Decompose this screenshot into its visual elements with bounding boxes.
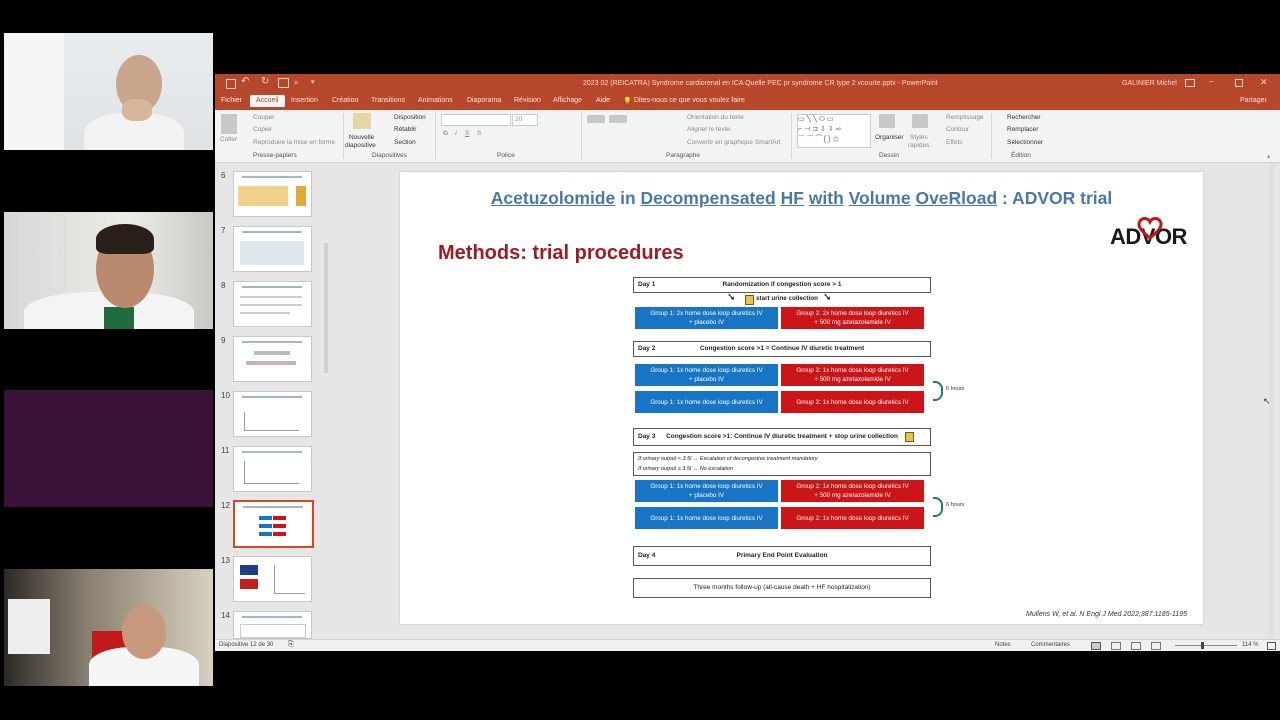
share-button[interactable]: Partager [1240, 97, 1267, 104]
urine-rule-1: If urinary output < 3.5l → Escalation of decongestive treatment mandatory [638, 456, 818, 462]
section-button[interactable]: Section [394, 139, 416, 146]
underline-icon[interactable]: S [465, 130, 470, 137]
tab-fichier[interactable]: Fichier [221, 97, 243, 104]
maximize-icon[interactable] [1235, 79, 1243, 87]
tab-affichage[interactable]: Affichage [553, 97, 583, 104]
ribbon-display-icon[interactable] [1185, 79, 1195, 87]
group2-box: Group 2: 1x home dose loop diuretics IV [781, 391, 924, 413]
group2-box: Group 2: 2x home dose loop diuretics IV + 500 mg azetazolamide IV [781, 307, 924, 329]
tell-me-box[interactable]: Dites-nous ce que vous voulez faire [634, 97, 745, 104]
followup-box: Three months follow-up (all-cause death + HF hospitalization) [633, 578, 931, 598]
shadow-icon[interactable]: S [477, 130, 482, 137]
urine-rule-2: If urinary output ≥ 3.5l → No escalation [638, 466, 734, 472]
save-icon[interactable] [226, 79, 236, 89]
thumb-number: 10 [221, 391, 230, 400]
slide-thumbnail[interactable] [233, 171, 312, 217]
slideshow-view-icon[interactable] [1151, 642, 1161, 650]
group-font-label: Police [497, 152, 515, 159]
shape-effects-button[interactable]: Effets [946, 139, 963, 146]
slide-thumbnail[interactable] [233, 391, 312, 437]
slide-thumbnail[interactable] [233, 336, 312, 382]
thumb-number: 6 [221, 171, 226, 180]
group1-box: Group 1: 1x home dose loop diuretics IV [635, 391, 778, 413]
italic-icon[interactable]: I [455, 130, 457, 137]
redo-icon[interactable]: ↻ [261, 76, 270, 87]
start-slideshow-icon[interactable] [278, 78, 289, 88]
day4-box: Day 4 Primary End Point Evaluation [633, 546, 931, 566]
thumb-number: 8 [221, 281, 226, 290]
user-name[interactable]: GALINIER Michel [1122, 80, 1177, 87]
slide-thumbnail[interactable] [233, 226, 312, 272]
arrange-button[interactable]: Organiser [875, 134, 904, 141]
reading-view-icon[interactable] [1131, 642, 1141, 650]
interval-label: 6 hours [946, 502, 965, 508]
align-text-button[interactable]: Aligner le texte [687, 126, 730, 133]
quick-styles-icon[interactable] [912, 114, 928, 128]
layout-button[interactable]: Disposition [394, 114, 426, 121]
interval-label: 6 hours [946, 386, 965, 392]
interval-bracket [933, 497, 943, 517]
thumb-number: 14 [221, 611, 230, 620]
font-size-value: 20 [515, 116, 523, 123]
window-title: 2023 02 (REICATRA) Syndrome cardiorenal en ICA Quelle PEC pr syndrome CR type 2 vcourte.pptx - PowerPoint [583, 80, 938, 87]
slide-thumbnail[interactable] [233, 556, 312, 602]
quick-styles-button-line2[interactable]: rapides [908, 142, 930, 149]
group-clipboard-label: Presse-papiers [253, 152, 297, 159]
replace-button[interactable]: Remplacer [1007, 126, 1039, 133]
day2-box: Day 2 Congestion score >1 = Continue IV diuretic treatment [633, 341, 931, 357]
copy-button[interactable]: Copier [253, 126, 273, 133]
format-painter-button[interactable]: Reproduire la mise en forme [253, 139, 336, 146]
customize-toolbar-icon[interactable]: ▾ [311, 79, 315, 86]
paste-icon[interactable] [221, 114, 237, 134]
tab-diaporama[interactable]: Diaporama [467, 97, 502, 104]
group-editing-label: Édition [1011, 152, 1031, 159]
new-slide-button-line2[interactable]: diapositive [345, 142, 376, 149]
tab-animations[interactable]: Animations [418, 97, 453, 104]
day3-box: Day 3 Congestion score >1: Continue IV diuretic treatment + stop urine collection [633, 428, 931, 446]
title-bar [215, 74, 1280, 94]
normal-view-icon[interactable] [1091, 642, 1101, 650]
slide-thumbnail[interactable] [233, 281, 312, 327]
powerpoint-window [215, 74, 1280, 650]
group1-box: Group 1: 1x home dose loop diuretics IV + placebo IV [635, 480, 778, 502]
thumb-number: 9 [221, 336, 226, 345]
slide-counter: Diapositive 12 de 30 [219, 642, 274, 648]
interval-bracket [933, 381, 943, 401]
participant-video-4[interactable] [4, 569, 213, 686]
zoom-level[interactable]: 114 % [1242, 642, 1259, 648]
participant-video-1[interactable] [4, 33, 213, 150]
select-button[interactable]: Sélectionner [1007, 139, 1044, 146]
bold-icon[interactable]: G [443, 130, 449, 137]
group2-box: Group 2: 1x home dose loop diuretics IV [781, 507, 924, 529]
text-direction-button[interactable]: Orientation du texte [687, 114, 744, 121]
quick-styles-button[interactable]: Styles [910, 134, 928, 141]
slide-heading: Methods: trial procedures [438, 242, 684, 264]
thumb-number: 7 [221, 226, 226, 235]
notes-button[interactable]: Notes [995, 642, 1011, 648]
comments-button[interactable]: Commentaires [1031, 642, 1071, 648]
group1-box: Group 1: 2x home dose loop diuretics IV + placebo IV [635, 307, 778, 329]
smartart-button[interactable]: Convertir en graphique SmartArt [687, 139, 781, 146]
close-icon[interactable]: ✕ [1260, 77, 1268, 87]
new-slide-button[interactable]: Nouvelle [349, 134, 375, 141]
ribbon-tabs [215, 94, 1280, 110]
urine-container-icon [905, 432, 914, 442]
lightbulb-icon: 💡 [623, 98, 632, 105]
arrow-left-icon: ➘ [727, 292, 736, 303]
shape-outline-button[interactable]: Contour [946, 126, 970, 133]
find-button[interactable]: Rechercher [1007, 114, 1041, 121]
slide-thumbnail-pane [215, 163, 328, 639]
tab-revision[interactable]: Révision [514, 97, 541, 104]
fit-slide-icon[interactable] [1267, 642, 1276, 650]
group1-box: Group 1: 1x home dose loop diuretics IV + placebo IV [635, 364, 778, 386]
undo-icon[interactable]: ↶ [241, 76, 250, 87]
slide-sorter-icon[interactable] [1111, 642, 1121, 650]
thumb-number: 13 [221, 556, 230, 565]
ribbon [215, 110, 1280, 163]
collapse-ribbon-icon[interactable]: ▴ [1267, 153, 1271, 160]
thumb-number: 12 [221, 501, 230, 510]
shapes-gallery[interactable]: ▭╲╲⬭▭ ⌐⊣⊐⇩⇩⇨ ⌒⌒⁀{}☆ [797, 114, 871, 148]
tab-transitions[interactable]: Transitions [371, 97, 405, 104]
print-preview-icon[interactable]: ⌕ [294, 77, 300, 87]
slide-title: Acetuzolomide in Decompensated HF with Volume OveRload : ADVOR trial [490, 188, 1113, 208]
urine-container-icon [745, 295, 754, 305]
tab-aide[interactable]: Aide [596, 97, 611, 104]
arrow-right-icon: ➘ [823, 292, 832, 303]
participant-video-2[interactable] [4, 212, 213, 329]
numbering-icon[interactable] [609, 115, 627, 123]
urine-start-label: start urine collection [756, 295, 818, 302]
group2-box: Group 2: 1x home dose loop diuretics IV + 500 mg azetazolamide IV [781, 364, 924, 386]
slide-thumbnail-selected[interactable] [233, 500, 314, 548]
heart-icon [1137, 216, 1163, 240]
tab-creation[interactable]: Création [332, 97, 359, 104]
slide-thumbnail[interactable] [233, 611, 312, 639]
status-bar [215, 639, 1280, 651]
thumb-number: 11 [221, 446, 230, 455]
minimize-icon[interactable]: – [1209, 77, 1214, 86]
tab-accueil[interactable]: Accueil [250, 95, 285, 107]
mouse-cursor-icon: ↖ [1263, 396, 1271, 406]
thumbnail-scrollbar[interactable] [324, 243, 328, 373]
shape-fill-button[interactable]: Remplissage [946, 114, 984, 121]
urine-rules-box [633, 452, 931, 476]
group-paragraph-label: Paragraphe [666, 152, 700, 159]
arrange-icon[interactable] [879, 114, 895, 128]
reference: Mullens W, et al. N Engl J Med 2022;387:1185-1195 [1026, 611, 1187, 618]
group1-box: Group 1: 1x home dose loop diuretics IV [635, 507, 778, 529]
reset-button[interactable]: Rétablir [394, 126, 417, 133]
participant-video-3[interactable] [4, 390, 213, 507]
group2-box: Group 2: 1x home dose loop diuretics IV + 500 mg azetazolamide IV [781, 480, 924, 502]
paste-button[interactable]: Coller [220, 136, 237, 143]
zoom-slider[interactable] [1175, 645, 1237, 646]
day1-box: Day 1 Randomization if congestion score > 1 [633, 277, 931, 293]
slide-editing-area [334, 163, 1274, 639]
tab-insertion[interactable]: Insertion [291, 97, 318, 104]
cut-button[interactable]: Couper [253, 114, 275, 121]
advor-logo: ADVOR [1110, 224, 1187, 249]
bullets-icon[interactable] [587, 115, 605, 123]
zoom-thumb[interactable] [1201, 642, 1204, 649]
new-slide-icon[interactable] [353, 113, 371, 129]
group-slides-label: Diapositives [372, 152, 408, 159]
accessibility-icon[interactable]: ⎘ [288, 641, 294, 648]
current-slide[interactable] [400, 172, 1203, 624]
font-name-box[interactable] [441, 114, 511, 126]
slide-thumbnail[interactable] [233, 446, 312, 492]
group-drawing-label: Dessin [879, 152, 899, 159]
